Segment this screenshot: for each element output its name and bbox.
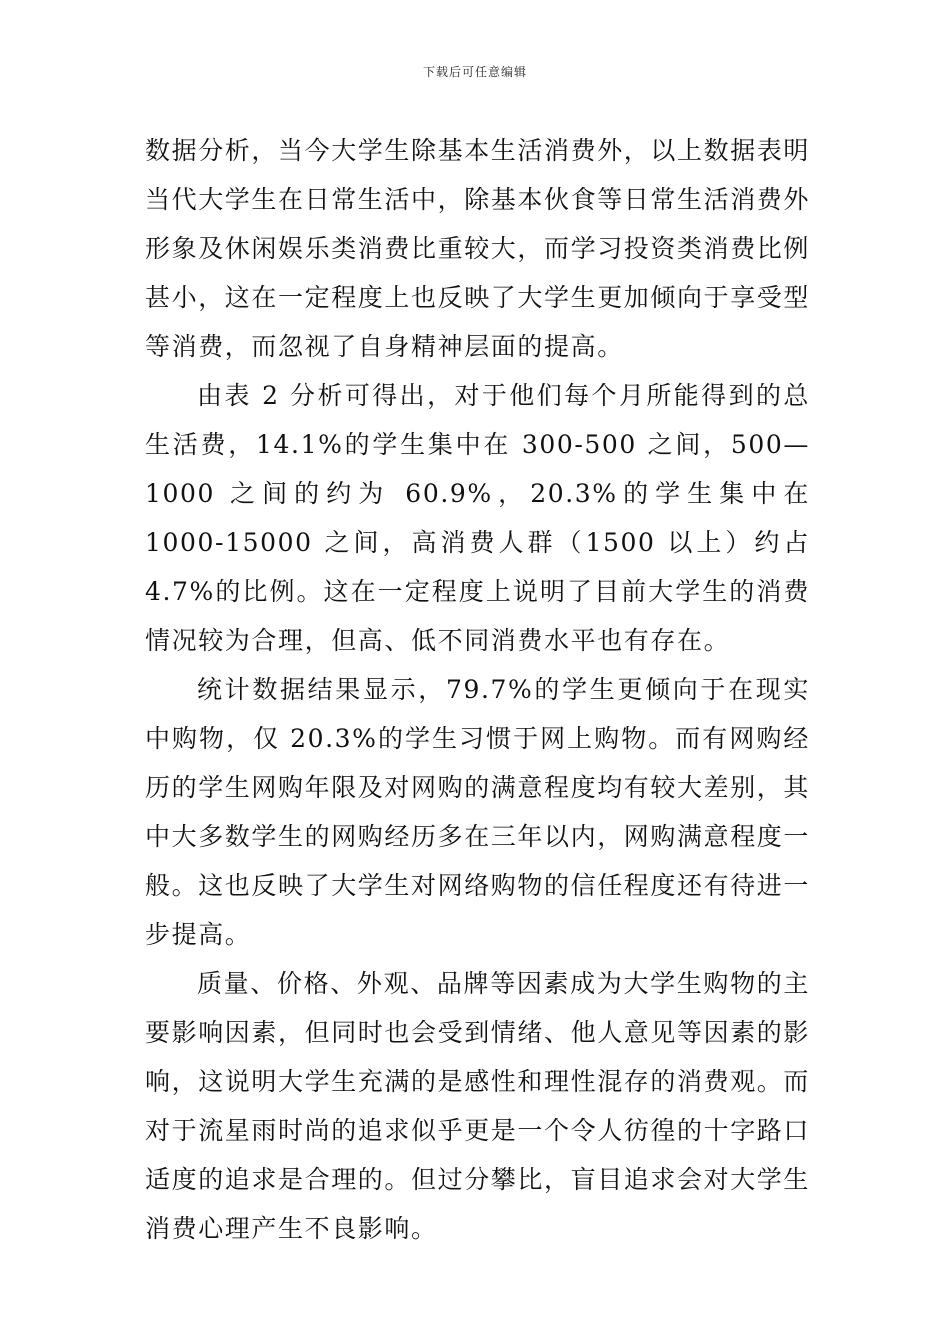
paragraph-online-shopping: 统计数据结果显示，79.7%的学生更倾向于在现实中购物，仅 20.3%的学生习惯于网上购物。而有网购经历的学生网购年限及对网购的满意程度均有较大差别，其中大多数学生的网购经历多在三年以内，网购满意程度一般。这也反映了大学生对网络购物的信任程度还有待进一步提高。 (145, 675, 811, 949)
document-body (145, 126, 810, 1253)
page-header: 下载后可任意编辑 (422, 65, 527, 79)
paragraph-monthly-allowance: 由表 2 分析可得出，对于他们每个月所能得到的总生活费，14.1%的学生集中在 300-500 之间，500—1000 之间的约为 60.9%，20.3%的学生集中在 1000-15000 之间，高消费人群（1500 以上）约占 4.7%的比例。这在一定程度上说明了目前大学生的消费情况较为合理，但高、低不同消费水平也有存在。 (145, 381, 810, 655)
paragraph-purchase-factors: 质量、价格、外观、品牌等因素成为大学生购物的主要影响因素，但同时也会受到情绪、他人意见等因素的影响，这说明大学生充满的是感性和理性混存的消费观。而对于流星雨时尚的追求似乎更是一个令人彷徨的十字路口适度的追求是合理的。但过分攀比，盲目追求会对大学生消费心理产生不良影响。 (145, 969, 811, 1243)
paragraph-consumption-analysis: 数据分析，当今大学生除基本生活消费外，以上数据表明当代大学生在日常生活中，除基本伙食等日常生活消费外形象及休闲娱乐类消费比重较大，而学习投资类消费比例甚小，这在一定程度上也反映了大学生更加倾向于享受型等消费，而忽视了自身精神层面的提高。 (145, 136, 811, 361)
